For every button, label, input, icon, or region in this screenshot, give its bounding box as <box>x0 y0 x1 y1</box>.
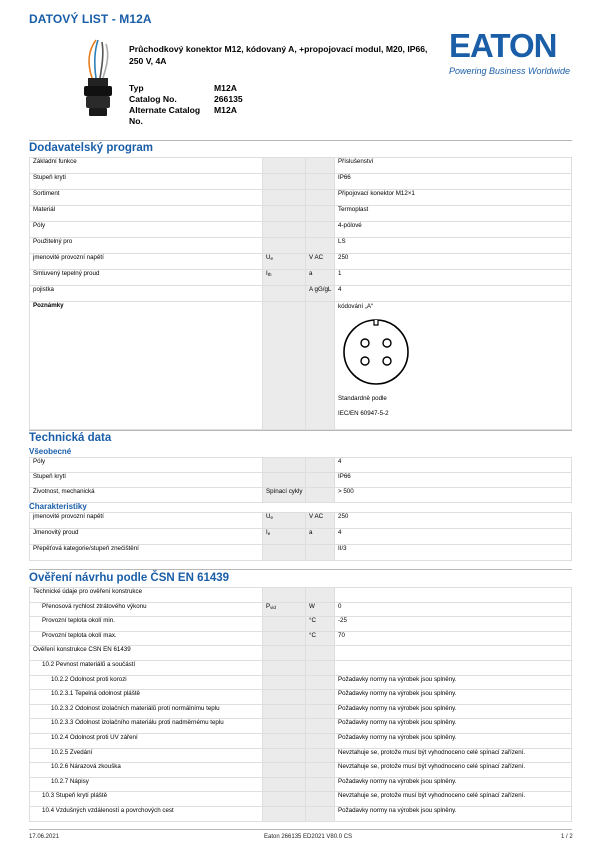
table-row <box>30 545 572 561</box>
cell-symbol <box>263 763 306 778</box>
cell-label: 10.2.3.3 Odolnost izolačního materiálu proti nadměrnému teplu <box>30 719 263 734</box>
section-divider <box>29 430 572 431</box>
cell-label: Jmenovitý proud <box>30 529 263 545</box>
cell-value: 70 <box>335 631 572 646</box>
cell-value: 4 <box>335 458 572 473</box>
field-value-type: M12A <box>214 83 237 93</box>
cell-label: pojistka <box>30 286 263 302</box>
footer-page: 1 / 2 <box>561 834 573 840</box>
cell-label: Stupeň krytí <box>30 473 263 488</box>
cell-symbol <box>263 473 306 488</box>
cell-unit <box>306 473 335 488</box>
logo-tagline: Powering Business Worldwide <box>449 66 571 76</box>
cell-symbol <box>263 777 306 792</box>
table-row <box>30 617 572 632</box>
cell-value: 4 <box>335 286 572 302</box>
table-row <box>30 513 572 529</box>
symbol-text: U <box>266 254 271 261</box>
cell-value: Požadavky normy na výrobek jsou splněny. <box>335 806 572 821</box>
table-row-notes <box>30 302 572 430</box>
cell-label: Ověření konstrukce ČSN EN 61439 <box>30 646 263 661</box>
table-row <box>30 777 572 792</box>
cell-symbol <box>263 733 306 748</box>
symbol-subscript: th <box>267 272 272 277</box>
subsection-title-characteristics: Charakteristiky <box>29 502 87 511</box>
cell-unit <box>306 488 335 503</box>
table-row <box>30 206 572 222</box>
cell-value: 4 <box>335 529 572 545</box>
table-row <box>30 792 572 807</box>
symbol-subscript: e <box>270 515 273 520</box>
cell-label: 10.3 Stupeň krytí pláště <box>30 792 263 807</box>
table-row <box>30 190 572 206</box>
cell-symbol <box>263 254 306 270</box>
table-row <box>30 529 572 545</box>
cell-symbol <box>263 545 306 561</box>
table-row <box>30 222 572 238</box>
table-row <box>30 158 572 174</box>
cell-symbol <box>263 792 306 807</box>
symbol-subscript: e <box>270 256 273 261</box>
section-divider <box>29 140 572 141</box>
cell-value: 0 <box>335 602 572 617</box>
cell-label: jmenovité provozní napětí <box>30 254 263 270</box>
table-row <box>30 748 572 763</box>
symbol-text: Spínací cykly <box>266 488 303 495</box>
table-row <box>30 286 572 302</box>
cell-label: Přenosová rychlost ztrátového výkonu <box>30 602 263 617</box>
cell-label: jmenovité provozní napětí <box>30 513 263 529</box>
cell-notes-value <box>335 302 572 430</box>
cell-symbol <box>263 631 306 646</box>
cell-unit <box>306 206 335 222</box>
cell-label: Sortiment <box>30 190 263 206</box>
table-row <box>30 488 572 503</box>
program-table <box>29 157 572 430</box>
cell-unit <box>306 302 335 430</box>
table-row <box>30 806 572 821</box>
table-row <box>30 458 572 473</box>
cell-symbol <box>263 270 306 286</box>
cell-value: IP66 <box>335 473 572 488</box>
symbol-text: I <box>266 270 268 277</box>
cell-value: LS <box>335 238 572 254</box>
cell-unit <box>306 545 335 561</box>
cell-unit <box>306 704 335 719</box>
cell-label: Smluvený tepelný proud <box>30 270 263 286</box>
standard-value: IEC/EN 60947-5-2 <box>338 410 389 417</box>
cell-symbol <box>263 646 306 661</box>
cell-label: Technické údaje pro ověření konstrukce <box>30 588 263 603</box>
cell-label: Provozní teplota okolí max. <box>30 631 263 646</box>
cell-unit: V AC <box>306 513 335 529</box>
cell-symbol <box>263 617 306 632</box>
cell-label: Stupeň krytí <box>30 174 263 190</box>
table-row <box>30 254 572 270</box>
cell-value <box>335 588 572 603</box>
cell-unit: °C <box>306 617 335 632</box>
cell-value <box>335 646 572 661</box>
section-title-technical: Technická data <box>29 432 112 444</box>
coding-text: kódování „A“ <box>338 303 374 310</box>
cell-label: Póly <box>30 222 263 238</box>
cell-label: 10.2.4 Odolnost proti UV záření <box>30 733 263 748</box>
field-label-type: Typ <box>129 83 144 93</box>
cell-value: 1 <box>335 270 572 286</box>
eaton-logo <box>449 27 573 76</box>
table-row <box>30 270 572 286</box>
cell-symbol <box>263 190 306 206</box>
cell-label: 10.2 Pevnost materiálů a součástí <box>30 660 263 675</box>
cell-unit: a <box>306 529 335 545</box>
cell-unit <box>306 806 335 821</box>
table-row <box>30 631 572 646</box>
cell-unit <box>306 763 335 778</box>
cell-symbol <box>263 602 306 617</box>
table-row <box>30 174 572 190</box>
cell-symbol <box>263 588 306 603</box>
field-value-alt-catalog: M12A <box>214 105 237 115</box>
cell-label: Použitelný pro <box>30 238 263 254</box>
cell-symbol <box>263 206 306 222</box>
cell-symbol <box>263 488 306 503</box>
cell-unit: V AC <box>306 254 335 270</box>
characteristics-table <box>29 512 572 561</box>
cell-label: 10.2.7 Nápisy <box>30 777 263 792</box>
section-title-verification: Ověření návrhu podle ČSN EN 61439 <box>29 572 230 584</box>
table-row <box>30 690 572 705</box>
cell-value: Požadavky normy na výrobek jsou splněny. <box>335 704 572 719</box>
cell-value: Požadavky normy na výrobek jsou splněny. <box>335 719 572 734</box>
symbol-text: U <box>266 513 271 520</box>
table-row <box>30 588 572 603</box>
cell-notes-label: Poznámky <box>30 302 263 430</box>
cell-unit <box>306 646 335 661</box>
cell-unit <box>306 660 335 675</box>
cell-symbol <box>263 690 306 705</box>
cell-unit <box>306 158 335 174</box>
page-title: DATOVÝ LIST - M12A <box>29 12 152 26</box>
table-row <box>30 646 572 661</box>
cell-unit: W <box>306 602 335 617</box>
cell-label: 10.2.2 Odolnost proti korozi <box>30 675 263 690</box>
cell-unit: A gG/gL <box>306 286 335 302</box>
cell-symbol <box>263 806 306 821</box>
cell-symbol <box>263 222 306 238</box>
field-value-catalog: 266135 <box>214 94 243 104</box>
cell-symbol <box>263 302 306 430</box>
symbol-subscript: vid <box>270 604 276 610</box>
cell-value: Termoplast <box>335 206 572 222</box>
cell-unit <box>306 174 335 190</box>
cell-symbol <box>263 529 306 545</box>
cell-symbol <box>263 158 306 174</box>
footer-doc-id: Eaton 266135 ED2021 V80.0 CS <box>264 834 353 840</box>
cell-value: Příslušenství <box>335 158 572 174</box>
cell-symbol <box>263 704 306 719</box>
cell-unit <box>306 777 335 792</box>
cell-label: 10.2.3.2 Odolnost izolačních materiálů proti normálnímu teplu <box>30 704 263 719</box>
cell-symbol <box>263 174 306 190</box>
cell-value: > 500 <box>335 488 572 503</box>
symbol-text: I <box>266 529 268 536</box>
table-row <box>30 602 572 617</box>
cell-unit <box>306 675 335 690</box>
symbol-text: P <box>266 602 271 610</box>
cell-value: Požadavky normy na výrobek jsou splněny. <box>335 777 572 792</box>
cell-value: 250 <box>335 513 572 529</box>
cell-unit <box>306 190 335 206</box>
cell-symbol <box>263 748 306 763</box>
cell-label: Základní funkce <box>30 158 263 174</box>
table-row <box>30 238 572 254</box>
pin-diagram-icon <box>341 317 411 387</box>
table-row <box>30 763 572 778</box>
cell-value: Nevztahuje se, protože musí být vyhodnoceno celé spínací zařízení. <box>335 763 572 778</box>
general-table <box>29 457 572 503</box>
cell-unit <box>306 719 335 734</box>
product-image <box>72 38 122 118</box>
cell-symbol <box>263 513 306 529</box>
cell-value <box>335 660 572 675</box>
cell-unit <box>306 222 335 238</box>
cell-symbol <box>263 238 306 254</box>
cell-label: 10.2.6 Nárazová zkouška <box>30 763 263 778</box>
table-row <box>30 675 572 690</box>
cell-label: Životnost, mechanická <box>30 488 263 503</box>
cell-label: 10.2.3.1 Tepelná odolnost pláště <box>30 690 263 705</box>
cell-value: -25 <box>335 617 572 632</box>
cell-value: IP66 <box>335 174 572 190</box>
cell-symbol <box>263 458 306 473</box>
table-row <box>30 719 572 734</box>
footer-divider <box>29 829 572 830</box>
field-label-alt-catalog: Alternate Catalog No. <box>129 105 201 126</box>
table-row <box>30 660 572 675</box>
cell-value: 250 <box>335 254 572 270</box>
cell-value: II/3 <box>335 545 572 561</box>
cell-symbol <box>263 286 306 302</box>
table-row <box>30 704 572 719</box>
symbol-subscript: e <box>267 531 271 536</box>
cell-label: 10.2.5 Zvedání <box>30 748 263 763</box>
cell-symbol <box>263 719 306 734</box>
section-title-program: Dodavatelský program <box>29 142 153 154</box>
cell-unit <box>306 748 335 763</box>
cell-label: Materiál <box>30 206 263 222</box>
cell-value: Požadavky normy na výrobek jsou splněny. <box>335 675 572 690</box>
cell-unit <box>306 792 335 807</box>
field-label-catalog: Catalog No. <box>129 94 177 104</box>
cell-value: Nevztahuje se, protože musí být vyhodnoceno celé spínací zařízení. <box>335 792 572 807</box>
logo-wordmark: EATON <box>449 27 557 64</box>
cell-unit <box>306 690 335 705</box>
product-description: Průchodkový konektor M12, kódovaný A, +propojovací modul, M20, IP66, 250 V, 4A <box>129 44 428 66</box>
cell-value: Připojovací konektor M12×1 <box>335 190 572 206</box>
cell-label: 10.4 Vzdušných vzdáleností a povrchových cest <box>30 806 263 821</box>
cell-unit <box>306 458 335 473</box>
cell-label: Póly <box>30 458 263 473</box>
table-row <box>30 473 572 488</box>
standard-label: Standardně podle <box>338 395 387 402</box>
cell-value: Nevztahuje se, protože musí být vyhodnoceno celé spínací zařízení. <box>335 748 572 763</box>
verification-table <box>29 587 572 822</box>
subsection-title-general: Všeobecné <box>29 447 72 456</box>
cell-label: Přepěťová kategorie/stupeň znečištění <box>30 545 263 561</box>
cell-unit <box>306 588 335 603</box>
cell-symbol <box>263 675 306 690</box>
footer-date: 17.06.2021 <box>29 834 60 840</box>
cell-value: Požadavky normy na výrobek jsou splněny. <box>335 690 572 705</box>
cell-unit: °C <box>306 631 335 646</box>
section-divider <box>29 569 572 570</box>
cell-value: 4-pólové <box>335 222 572 238</box>
cell-unit <box>306 733 335 748</box>
cell-unit: a <box>306 270 335 286</box>
cell-value: Požadavky normy na výrobek jsou splněny. <box>335 733 572 748</box>
table-row <box>30 733 572 748</box>
cell-symbol <box>263 660 306 675</box>
cell-unit <box>306 238 335 254</box>
cell-label: Provozní teplota okolí min. <box>30 617 263 632</box>
